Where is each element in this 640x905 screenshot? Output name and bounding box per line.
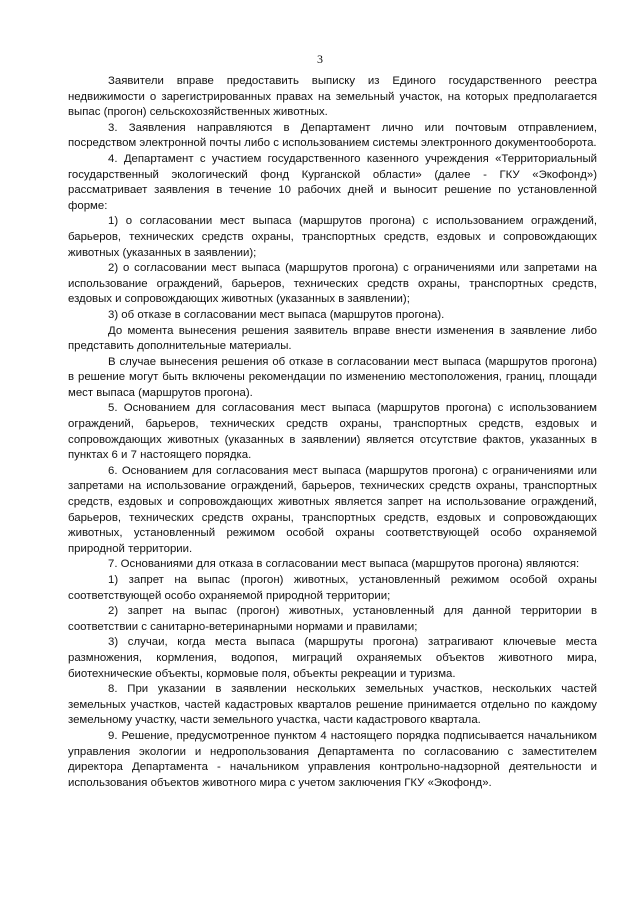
paragraph-amend-before-decision: До момента вынесения решения заявитель вправе внести изменения в заявление либо представить дополнительные материалы. bbox=[68, 324, 597, 353]
list-item-7-3: 3) случаи, когда места выпаса (маршруты прогона) затрагивают ключевые места размножения, кормления, водопоя, миграций охраняемых объектов животного мира, биотехнические объекты, кормовые поля, объекты рекреации и туризма. bbox=[68, 636, 597, 680]
page-number: 3 bbox=[317, 52, 323, 66]
paragraph-4-review: 4. Департамент с участием государственного казенного учреждения «Территориальный государственный экологический фонд Курганской области» (далее - ГКУ «Экофонд») рассматривает заявления в течение 10 рабочих дней и выносит решение по установленной форме: bbox=[68, 152, 597, 212]
document-body bbox=[68, 74, 597, 791]
paragraph-7-refusal-grounds: 7. Основаниями для отказа в согласовании мест выпаса (маршрутов прогона) являются: bbox=[108, 558, 580, 571]
paragraph-extract-right: Заявители вправе предоставить выписку из Единого государственного реестра недвижимости о зарегистрированных правах на земельный участок, на которых предполагается выпас (прогон) сельскохозяйственных животных. bbox=[68, 75, 597, 119]
paragraph-3-submission: 3. Заявления направляются в Департамент лично или почтовым отправлением, посредством электронной почты либо с использованием системы электронного документооборота. bbox=[68, 121, 597, 150]
paragraph-6-basis-restrictions: 6. Основанием для согласования мест выпаса (маршрутов прогона) с ограничениями или запретами на использование ограждений, барьеров, технических средств охраны, транспортных средств, ездовых и сопровождающих животных является запрет на использование ограждений, барьеров, технических средств охраны, транспортных средств, ездовых и сопровождающих животных, установленный режимом особой охраны соответствующей особо охраняемой природной территории. bbox=[68, 464, 597, 555]
paragraph-refusal-recommendations: В случае вынесения решения об отказе в согласовании мест выпаса (маршрутов прогона) в решение могут быть включены рекомендации по изменению местоположения, границ, площади мест выпаса (маршрутов прогона). bbox=[68, 355, 597, 399]
paragraph-5-basis: 5. Основанием для согласования мест выпаса (маршрутов прогона) с использованием ограждений, барьеров, технических средств охраны, транспортных средств, ездовых и сопровождающих животных (указанных в заявлении) является отсутствие фактов, указанных в пунктах 6 и 7 настоящего порядка. bbox=[68, 402, 597, 462]
paragraph-8-multiple-plots: 8. При указании в заявлении нескольких земельных участков, нескольких частей земельных участков, частей кадастровых кварталов решение принимается отдельно по каждому земельному участку, части земельного участка, части кадастрового квартала. bbox=[68, 683, 597, 727]
list-item-4-2: 2) о согласовании мест выпаса (маршрутов прогона) с ограничениями или запретами на использование ограждений, барьеров, технических средств охраны, транспортных средств, ездовых и сопровождающих животных (указанных в заявлении); bbox=[68, 262, 597, 306]
list-item-7-1: 1) запрет на выпас (прогон) животных, установленный режимом особой охраны соответствующей особо охраняемой природной территории; bbox=[68, 574, 597, 602]
list-item-4-3: 3) об отказе в согласовании мест выпаса (маршрутов прогона). bbox=[108, 308, 445, 321]
paragraph-9-signing: 9. Решение, предусмотренное пунктом 4 настоящего порядка подписывается начальником управления экологии и недропользования Департамента по согласованию с заместителем директора Департамента - начальником управления контрольно-надзорной деятельности и использования объектов животного мира с учетом заключения ГКУ «Экофонд». bbox=[68, 729, 597, 789]
list-item-7-2: 2) запрет на выпас (прогон) животных, установленный для данной территории в соответствии с санитарно-ветеринарными нормами и правилами; bbox=[68, 605, 597, 633]
list-item-4-1: 1) о согласовании мест выпаса (маршрутов прогона) с использованием ограждений, барьеров, технических средств охраны, транспортных средств, ездовых и сопровождающих животных (указанных в заявлении); bbox=[68, 215, 597, 259]
